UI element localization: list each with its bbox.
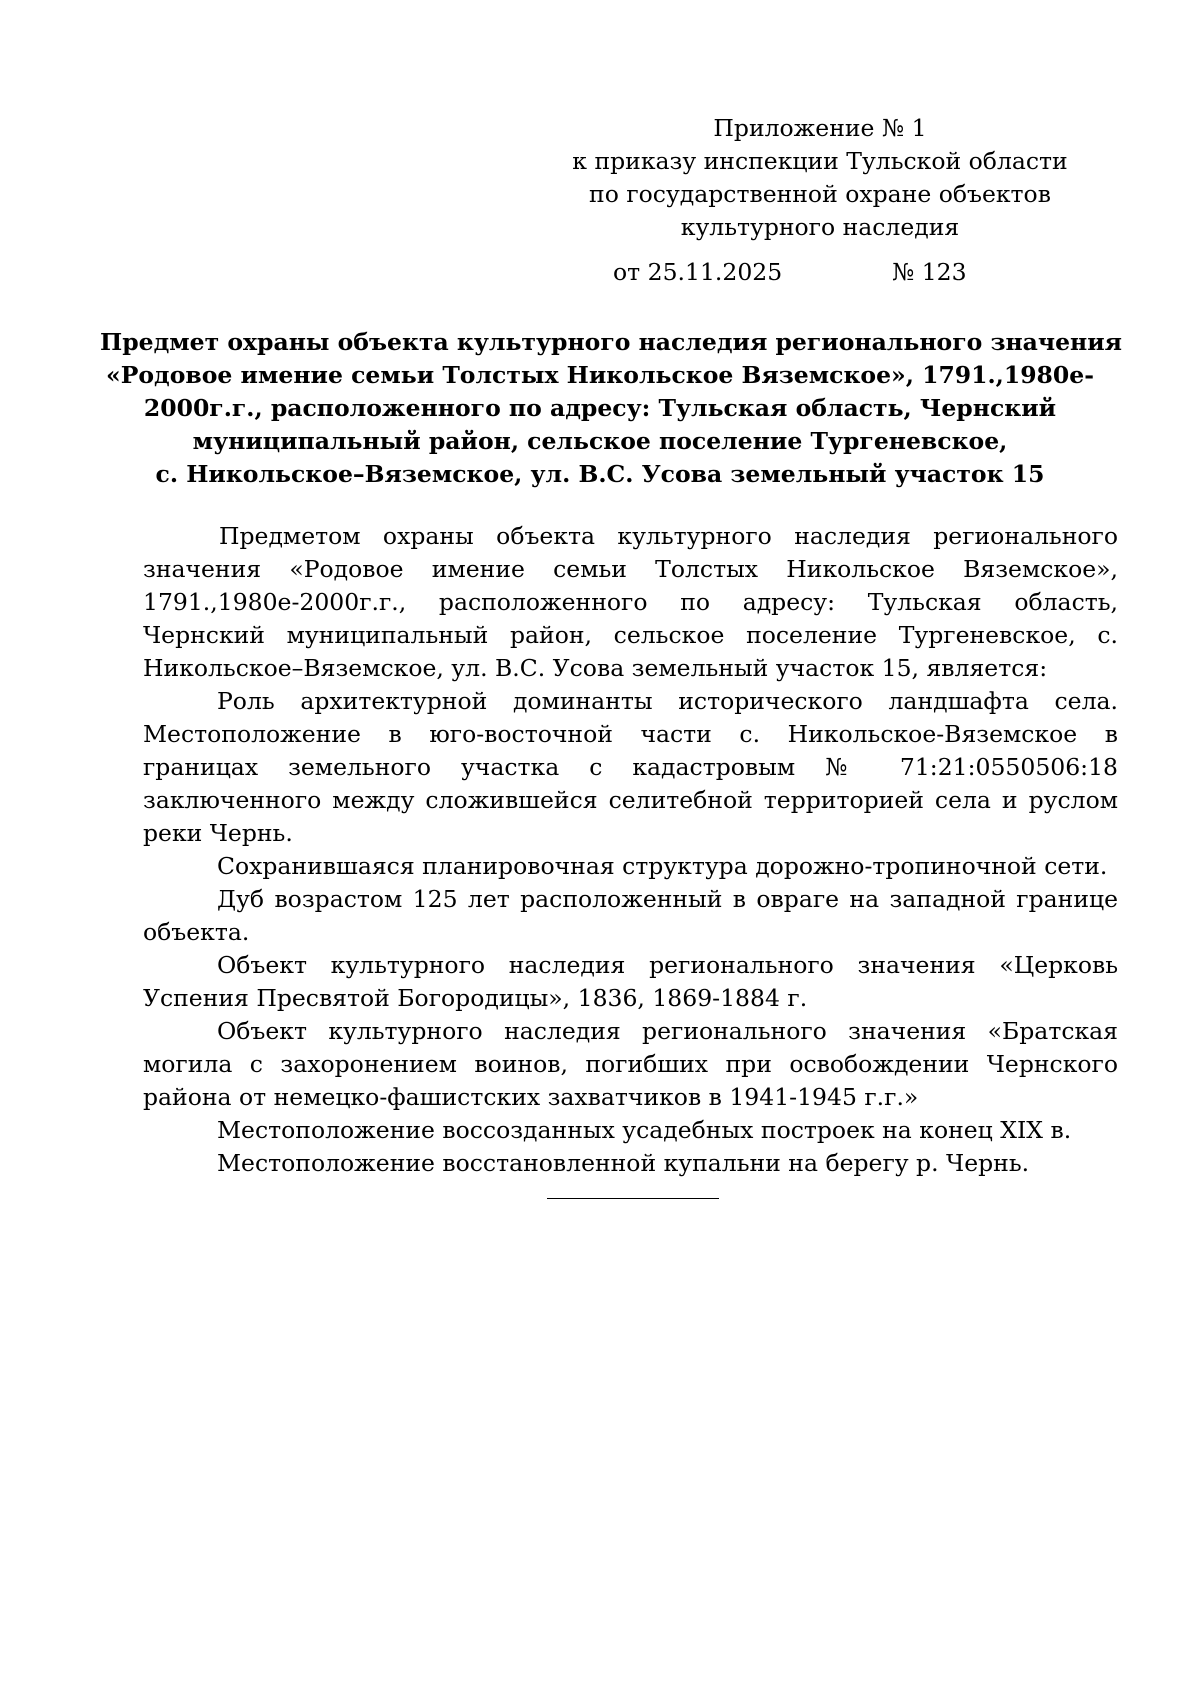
body-paragraph-dominant-role: Роль архитектурной доминанты исторического ландшафта села. Местоположение в юго-восточной части с. Никольское-Вяземское в границах земельного участка с кадастровым № 71:21:0550506:18 заключенного между сложившейся селитебной территорией села и руслом реки Чернь. bbox=[143, 687, 1118, 847]
document-body bbox=[143, 520, 1118, 1180]
appendix-authority-line: по государственной охране объектов bbox=[589, 180, 1051, 208]
order-date: от 25.11.2025 bbox=[613, 258, 783, 286]
body-paragraph-estate-buildings: Местоположение воссозданных усадебных построек на конец XIX в. bbox=[217, 1116, 1072, 1144]
title-line: Предмет охраны объекта культурного наследия регионального значения bbox=[100, 328, 1123, 356]
body-paragraph-road-network: Сохранившаяся планировочная структура дорожно-тропиночной сети. bbox=[217, 852, 1108, 880]
appendix-header bbox=[560, 112, 1080, 244]
appendix-authority-line-2: культурного наследия bbox=[680, 213, 960, 241]
body-paragraph-bathhouse: Местоположение восстановленной купальни на берегу р. Чернь. bbox=[217, 1149, 1030, 1177]
appendix-order-ref: к приказу инспекции Тульской области bbox=[572, 147, 1068, 175]
title-line: с. Никольское–Вяземское, ул. В.С. Усова земельный участок 15 bbox=[155, 460, 1045, 488]
title-line: 2000г.г., расположенного по адресу: Тульская область, Чернский bbox=[143, 394, 1057, 422]
body-paragraph-oak: Дуб возрастом 125 лет расположенный в овраге на западной границе объекта. bbox=[143, 885, 1118, 946]
title-line: муниципальный район, сельское поселение Тургеневское, bbox=[192, 427, 1008, 455]
body-paragraph-mass-grave: Объект культурного наследия регионального значения «Братская могила с захоронением воинов, погибших при освобождении Чернского района от немецко-фашистских захватчиков в 1941-1945 г.г.» bbox=[143, 1017, 1118, 1111]
body-paragraph-intro: Предметом охраны объекта культурного наследия регионального значения «Родовое имение семьи Толстых Никольское Вяземское», 1791.,1980е-2000г.г., расположенного по адресу: Тульская область, Чернский муниципальный район, сельское поселение Тургеневское, с. Никольское–Вяземское, ул. В.С. Усова земельный участок 15, является: bbox=[143, 522, 1118, 682]
end-divider bbox=[547, 1198, 719, 1199]
appendix-title: Приложение № 1 bbox=[713, 114, 927, 142]
order-number: № 123 bbox=[892, 258, 967, 286]
body-paragraph-church: Объект культурного наследия регионального значения «Церковь Успения Пресвятой Богородицы», 1836, 1869-1884 г. bbox=[143, 951, 1118, 1012]
title-line: «Родовое имение семьи Толстых Никольское Вяземское», 1791.,1980е- bbox=[106, 361, 1094, 389]
document-title bbox=[100, 326, 1123, 491]
